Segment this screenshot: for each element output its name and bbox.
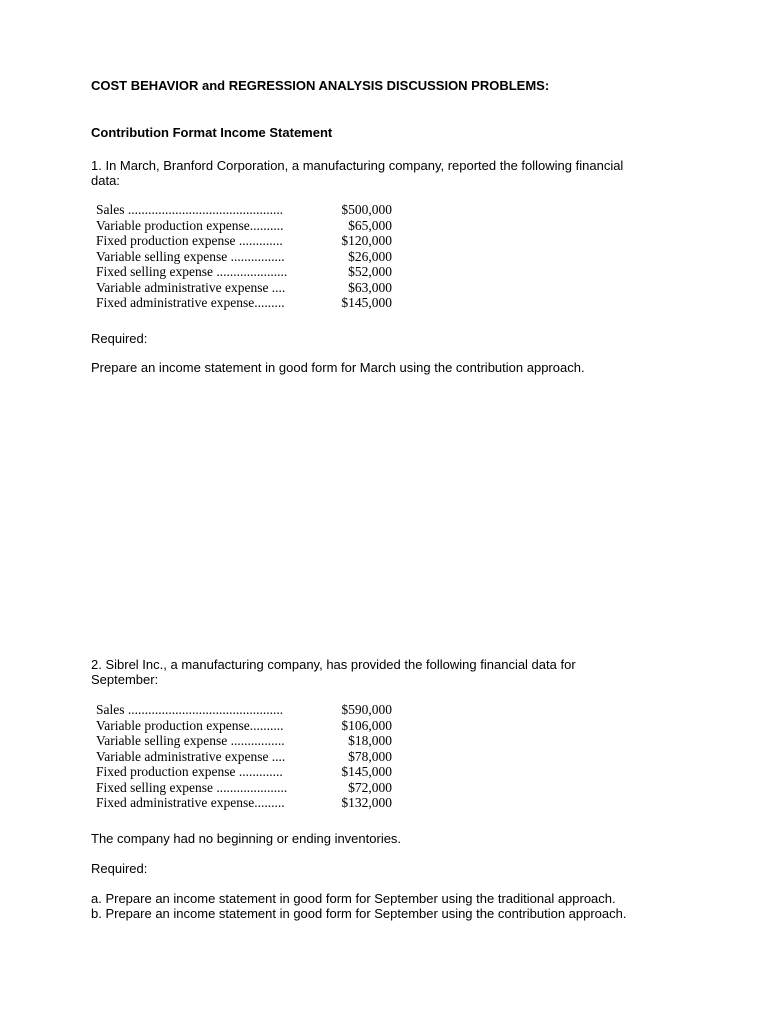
problem1-row-label: Fixed selling expense ..................... <box>96 264 288 279</box>
problem1-row-variable-production <box>96 218 392 234</box>
problem2-row-label: Variable production expense.......... <box>96 717 284 733</box>
problem1-required-label: Required: <box>91 331 148 346</box>
problem2-row-variable-selling <box>96 733 392 749</box>
problem2-row-label: Fixed administrative expense......... <box>96 795 285 810</box>
problem2-row-fixed-selling <box>96 780 392 796</box>
problem2-row-variable-production <box>96 718 392 734</box>
problem1-row-label: Sales .............................................. <box>96 202 284 217</box>
problem1-row-value: $145,000 <box>341 295 392 310</box>
problem1-row-value: $52,000 <box>348 264 392 279</box>
problem2-row-value: $78,000 <box>348 748 392 764</box>
problem2-row-label: Fixed production expense ............. <box>96 764 283 779</box>
problem1-row-value: $26,000 <box>348 248 392 264</box>
problem2-instruction-b: b. Prepare an income statement in good form for September using the contribution approach. <box>91 906 627 921</box>
problem2-row-label: Sales .............................................. <box>96 702 284 717</box>
problem2-intro-line1: 2. Sibrel Inc., a manufacturing company, has provided the following financial data for <box>91 657 576 672</box>
problem1-row-fixed-administrative <box>96 295 392 311</box>
problem2-row-fixed-administrative <box>96 795 392 811</box>
problem1-row-sales <box>96 202 392 218</box>
problem2-row-label: Fixed selling expense ..................... <box>96 779 288 795</box>
problem2-row-sales <box>96 702 392 718</box>
problem2-row-variable-administrative <box>96 749 392 765</box>
problem2-instruction-a: a. Prepare an income statement in good form for September using the traditional approach. <box>91 891 616 906</box>
problem1-row-label: Variable administrative expense .... <box>96 279 286 295</box>
problem1-instruction: Prepare an income statement in good form for March using the contribution approach. <box>91 360 585 375</box>
problem1-row-label: Fixed production expense ............. <box>96 233 283 248</box>
problem1-financial-data-table <box>96 202 392 311</box>
problem2-row-label: Variable selling expense ................ <box>96 733 285 748</box>
problem1-row-value: $63,000 <box>348 279 392 295</box>
problem2-row-value: $132,000 <box>341 795 392 810</box>
problem1-row-fixed-production <box>96 233 392 249</box>
problem1-row-value: $120,000 <box>341 233 392 248</box>
section-heading: Contribution Format Income Statement <box>91 125 333 140</box>
problem2-note: The company had no beginning or ending inventories. <box>91 831 402 846</box>
problem2-row-value: $106,000 <box>341 717 392 733</box>
problem2-row-value: $18,000 <box>348 733 392 748</box>
problem2-row-value: $590,000 <box>341 702 392 717</box>
problem2-financial-data-table <box>96 702 392 811</box>
document-title: COST BEHAVIOR and REGRESSION ANALYSIS DISCUSSION PROBLEMS: <box>91 78 550 93</box>
problem1-row-fixed-selling <box>96 264 392 280</box>
problem2-row-value: $72,000 <box>348 779 392 795</box>
problem1-row-value: $500,000 <box>341 202 392 217</box>
problem2-row-value: $145,000 <box>341 764 392 779</box>
problem1-row-label: Variable selling expense ................ <box>96 248 285 264</box>
problem1-row-label: Fixed administrative expense......... <box>96 295 285 310</box>
problem1-intro-line1: 1. In March, Branford Corporation, a manufacturing company, reported the following financial <box>91 158 624 173</box>
problem2-intro-line2: September: <box>91 672 159 687</box>
problem2-required-label: Required: <box>91 861 148 876</box>
problem2-row-label: Variable administrative expense .... <box>96 748 286 764</box>
problem1-intro-line2: data: <box>91 173 120 188</box>
problem2-row-fixed-production <box>96 764 392 780</box>
problem1-row-variable-selling <box>96 249 392 265</box>
problem1-row-value: $65,000 <box>348 217 392 233</box>
problem1-row-variable-administrative <box>96 280 392 296</box>
problem1-row-label: Variable production expense.......... <box>96 217 284 233</box>
